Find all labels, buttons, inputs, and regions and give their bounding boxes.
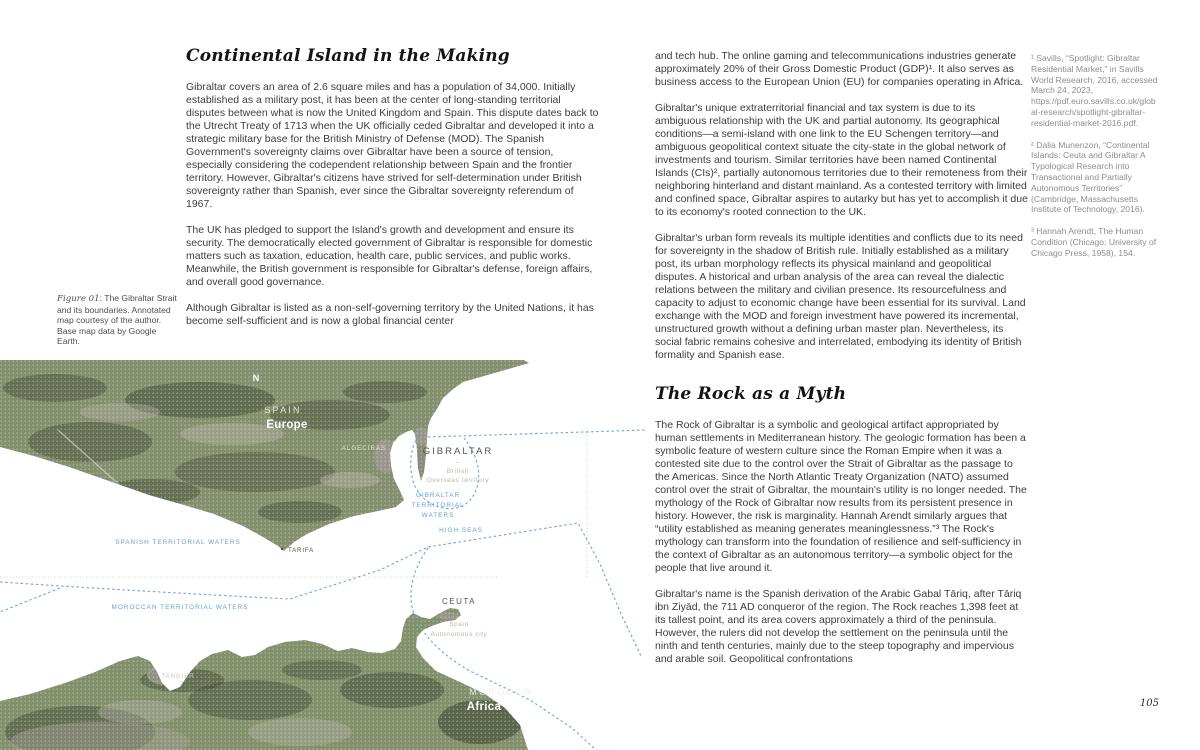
- high-seas-label: HIGH SEAS: [439, 527, 483, 534]
- europe-label: Europe: [266, 419, 308, 431]
- algeciras-label: ALGECIRAS: [341, 445, 387, 452]
- footnote-1: ¹ Savills, “Spotlight: Gibraltar Residential Market,” in Savills World Research, 2016, accessed March 24, 2023, https://pdf.euro.savills.co.uk/global-research/spotlight-gibraltar-residential-market-2016.pdf.: [1031, 53, 1158, 128]
- gibraltar-waters-label-2: TERRITORIAL: [411, 502, 465, 509]
- ceuta-subtitle-2: Autonomous city: [430, 631, 488, 638]
- ceuta-subtitle-1: Spain: [449, 621, 469, 628]
- paragraph: Although Gibraltar is listed as a non-self-governing territory by the United Nations, it has become self-sufficient and is now a global financial center: [186, 302, 594, 327]
- tarifa-dot: [281, 548, 283, 550]
- footnote-2: ² Dalia Munenzon, “Continental Islands: Ceuta and Gibraltar A Typological Research into Transactional and Partially Autonomous Territories” (Cambridge, Massachusetts Institute of Technology, 2016).: [1031, 139, 1150, 215]
- paragraph: Gibraltar's urban form reveals its multiple identities and conflicts due to its need for sovereignty in the shadow of British rule. Initially established as a military post, its urban morphology reflects its physical mainland and geopolitical disputes. A historical and urban analysis of the area can reveal the dialectic relations between the military and civilian presence. Its resourcefulness and capacity to adjust to economic change have been essential for its survival. Land exchange with the MOD and foreign investment have powered its incremental, unstructured growth without a defining urban master plan. Nevertheless, its social fabric remains cohesive and interrelated, embodying its identity of British formality and Spanish ease.: [655, 232, 1026, 361]
- paragraph: and tech hub. The online gaming and telecommunications industries generate approximately 20% of their Gross Domestic Product (GDP)¹. It also serves as business access to the European Union (EU) for companies operating in Africa.: [655, 50, 1024, 88]
- africa-label: Africa: [466, 701, 502, 713]
- gibraltar-subtitle-1: British: [446, 468, 470, 475]
- spain-label: SPAIN: [264, 405, 302, 415]
- footnote-3: ³ Hannah Arendt, The Human Condition (Chicago: University of Chicago Press, 1958), 154.: [1031, 226, 1157, 258]
- ceuta-dash: –: [456, 611, 462, 618]
- figure-caption-text: : The Gibraltar Strait and its boundaries. Annotated map courtesy of the author. Base map data by Google Earth.: [57, 293, 177, 347]
- tarifa-label: TARIFA: [288, 547, 314, 554]
- ceuta-label: CEUTA: [441, 597, 477, 606]
- page-number-right: 105: [1139, 698, 1159, 709]
- paragraph: Gibraltar's name is the Spanish derivation of the Arabic Gabal Tāriq, after Tāriq ibn Ziyād, the 711 AD conqueror of the region. The Rock reaches 1,398 feet at its tallest point, and its area covers approximately a third of the peninsula. However, the rulers did not develop the settlement on the peninsula until the ninth and tenth centuries, mainly due to the steep topography and impervious and arable soil. Geopolitical confrontations: [655, 588, 1022, 665]
- footnotes-column: [1031, 53, 1160, 270]
- section-heading-continental-island: Continental Island in the Making: [186, 46, 510, 66]
- left-text-column: [186, 46, 602, 341]
- compass-north-label: N: [252, 373, 260, 383]
- map-svg: [0, 360, 646, 750]
- figure-caption: [57, 293, 181, 347]
- morocco-landmass: [0, 600, 646, 750]
- gibraltar-subtitle-2: Overseas territory: [426, 477, 490, 484]
- morocco-label: MOROCCO: [469, 687, 533, 697]
- gibraltar-label: GIBRALTAR: [422, 446, 494, 457]
- section-heading-rock-as-myth: The Rock as a Myth: [655, 384, 847, 404]
- paragraph: The Rock of Gibraltar is a symbolic and geological artifact appropriated by human settlements in Mediterranean history. The geologic formation has been a symbolic feature of western culture since the Roman Empire when it was a contested site due to the control over the Strait of Gibraltar as the passage to the Americas. Since the North Atlantic Treaty Organization (NATO) assumed control over the strait of Gibraltar, the mountain's utility is no longer needed. The mythology of the Rock of Gibraltar now results from its persistent presence in history. However, the risk is marginality. Hannah Arendt similarly argues that “utility established as meaning generates meaninglessness.”³ The Rock's mythology can transform into the foundation of resilience and self-sufficiency in the context of Gibraltar as an autonomous territory—a symbolic object for the people that live around it.: [655, 419, 1027, 574]
- gibraltar-waters-label-3: WATERS: [421, 512, 455, 519]
- figure-caption-label: Figure 01: [57, 294, 100, 304]
- gibraltar-waters-label-1: GIBRALTAR: [415, 492, 461, 499]
- spain-landmass: [0, 360, 646, 560]
- spanish-waters-label: SPANISH TERRITORIAL WATERS: [115, 539, 241, 546]
- paragraph: Gibraltar covers an area of 2.6 square miles and has a population of 34,000. Initially established as a military post, it has been at the center of long-standing territorial disputes between what is now the United Kingdom and Spain. This dispute dates back to the Utrecht Treaty of 1713 when the UK officially ceded Gibraltar and developed it into a strategic military base for the British Ministry of Defense (MOD). The Spanish Government's sovereignty claims over Gibraltar have been a source of tension, especially considering the codependent relationship between Spain and the frontier territory. However, Gibraltar's citizens have strived for self-determination under British sovereignty rather than Spanish, ever since the Gibraltar sovereignty referendum of 1967.: [186, 81, 599, 210]
- median-line: [0, 523, 642, 658]
- gibraltar-dash: –: [455, 459, 461, 466]
- tangier-label: TANGIER: [161, 674, 195, 680]
- la-linea-boundary-line: [428, 430, 646, 437]
- west-boundary-segment: [0, 588, 60, 612]
- right-text-column: [655, 50, 1029, 679]
- paragraph: Gibraltar's unique extraterritorial financial and tax system is due to its ambiguous relationship with the UK and partial autonomy. Its geographical conditions—a semi-island with one link to the EU Schengen territory—and ambiguous geopolitical context situate the city-state in the global network of investments and tourism. Similar territories have been named Continental Islands (CIs)², partially autonomous territories due to their remoteness from their neighboring hinterland and distant mainland. As a contested territory with limited and confined space, Gibraltar aspires to autarky but has yet to accomplish it due to its economy's rooted connection to the UK.: [655, 102, 1028, 218]
- paragraph: The UK has pledged to support the Island's growth and development and ensure its security. The democratically elected government of Gibraltar is responsible for domestic matters such as taxation, education, health care, public services, and public works. Meanwhile, the British government is responsible for Gibraltar's defense, foreign affairs, and overall good governance.: [186, 224, 593, 288]
- gibraltar-strait-map: [0, 360, 646, 750]
- moroccan-waters-label: MOROCCAN TERRITORIAL WATERS: [111, 604, 249, 611]
